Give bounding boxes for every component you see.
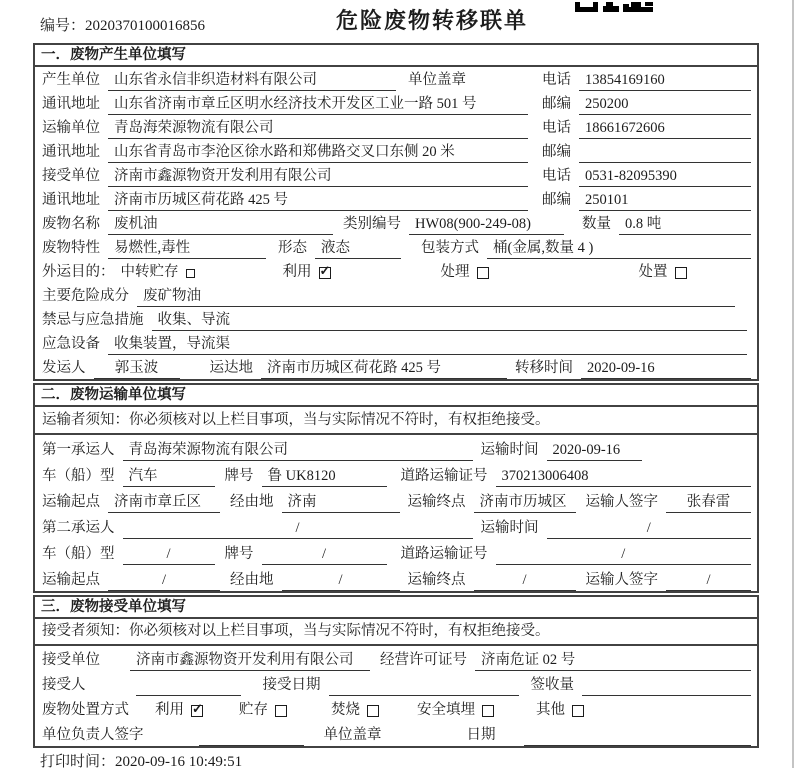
character-value: 易燃性,毒性 bbox=[108, 238, 266, 259]
disposal-checkbox-landfill bbox=[482, 705, 494, 717]
carrier-sign-value: 张春雷 bbox=[666, 492, 751, 513]
disposal-option-label: 贮存 bbox=[239, 702, 268, 718]
address-label: 通讯地址 bbox=[42, 144, 100, 160]
shipper-label: 发运人 bbox=[42, 360, 86, 376]
form-label: 形态 bbox=[278, 240, 307, 256]
disposal-option-label: 利用 bbox=[155, 702, 184, 718]
chief-sign-value bbox=[199, 725, 304, 746]
receiver-value: 济南市鑫源物资开发利用有限公司 bbox=[108, 166, 528, 187]
date-value bbox=[524, 725, 752, 746]
first-carrier-value: 青岛海荣源物流有限公司 bbox=[123, 440, 473, 461]
purpose-option-label: 中转贮存 bbox=[120, 264, 179, 280]
receiver-notice: 接受者须知：你必须核对以上栏目事项，当与实际情况不符时，有权拒绝接受。 bbox=[35, 619, 757, 646]
doc-title: 危险废物转移联单 bbox=[336, 8, 529, 33]
transporter-address-value: 山东省青岛市李沧区徐水路和郑佛路交叉口东侧 20 米 bbox=[108, 142, 528, 163]
purpose-checkbox-dispose bbox=[675, 267, 687, 279]
accept-unit-label: 接受单位 bbox=[42, 652, 100, 668]
plate-value: 鲁 UK8120 bbox=[262, 466, 387, 487]
via2-value: / bbox=[282, 570, 400, 591]
category-value: HW08(900-249-08) bbox=[409, 214, 564, 235]
transfer-time-label: 转移时间 bbox=[515, 360, 573, 376]
disposal-option-label: 焚烧 bbox=[331, 702, 360, 718]
transport-time-label: 运输时间 bbox=[480, 520, 539, 536]
accept-date-label: 接受日期 bbox=[262, 677, 321, 693]
seal-label: 单位盖章 bbox=[323, 727, 382, 743]
recipient-value bbox=[136, 675, 241, 696]
row-producer-unit bbox=[35, 67, 757, 91]
permit2-value: / bbox=[496, 544, 752, 565]
transfer-time-value: 2020-09-16 bbox=[581, 358, 751, 379]
purpose-checkbox-storage bbox=[186, 269, 195, 278]
transporter-label: 运输单位 bbox=[42, 120, 100, 136]
quantity-label: 数量 bbox=[582, 216, 611, 232]
section-producer bbox=[33, 43, 759, 381]
via-label: 经由地 bbox=[230, 572, 274, 588]
license-value: 济南危证 02 号 bbox=[475, 650, 751, 671]
row-shipper bbox=[35, 355, 757, 379]
producer-zip-value: 250200 bbox=[579, 94, 751, 115]
zip-label: 邮编 bbox=[542, 144, 571, 160]
row-transport-unit bbox=[35, 115, 757, 139]
section1-title: 一．废物产生单位填写 bbox=[35, 45, 757, 67]
row-purpose bbox=[35, 259, 757, 283]
plate-label: 牌号 bbox=[224, 546, 254, 562]
section-receiver bbox=[33, 595, 759, 748]
received-qty-label: 签收量 bbox=[530, 677, 574, 693]
receiver-label: 接受单位 bbox=[42, 168, 100, 184]
row-accept-unit bbox=[35, 646, 757, 671]
phone-label: 电话 bbox=[542, 72, 571, 88]
row-route-1 bbox=[35, 487, 757, 513]
purpose-option-label: 处置 bbox=[638, 264, 668, 280]
row-route-2 bbox=[35, 565, 757, 591]
disposal-checkbox-other bbox=[572, 705, 584, 717]
row-producer-address bbox=[35, 91, 757, 115]
qr-code-fragment bbox=[575, 0, 653, 17]
date-label: 日期 bbox=[466, 727, 496, 743]
second-carrier-value: / bbox=[123, 518, 473, 539]
form-value: 液态 bbox=[315, 238, 401, 259]
zip-label: 邮编 bbox=[542, 192, 571, 208]
transporter-value: 青岛海荣源物流有限公司 bbox=[108, 118, 528, 139]
carrier-sign2-value: / bbox=[666, 570, 751, 591]
quantity-value: 0.8 吨 bbox=[619, 214, 751, 235]
row-emergency-equipment bbox=[35, 331, 757, 355]
chief-sign-label: 单位负责人签字 bbox=[42, 727, 144, 743]
disposal-label: 废物处置方式 bbox=[42, 702, 129, 718]
row-first-carrier bbox=[35, 435, 757, 461]
permit-label: 道路运输证号 bbox=[400, 546, 488, 562]
carrier-sign-label: 运输人签字 bbox=[585, 494, 658, 510]
disposal-option-label: 安全填埋 bbox=[417, 702, 475, 718]
terminus-label: 运输终点 bbox=[407, 572, 466, 588]
transport-time2-value: / bbox=[547, 518, 752, 539]
section-transporter bbox=[33, 383, 759, 593]
origin-value: 济南市章丘区 bbox=[108, 492, 220, 513]
print-time-line bbox=[40, 750, 242, 768]
origin-label: 运输起点 bbox=[42, 572, 100, 588]
transport-time-value: 2020-09-16 bbox=[547, 440, 642, 461]
row-waste-name bbox=[35, 211, 757, 235]
received-qty-value bbox=[582, 675, 751, 696]
category-label: 类别编号 bbox=[343, 216, 401, 232]
waste-name-value: 废机油 bbox=[108, 214, 333, 235]
disposal-option-label: 其他 bbox=[536, 702, 565, 718]
row-receiver-unit bbox=[35, 163, 757, 187]
packing-value: 桶(金属,数量 4 ) bbox=[487, 238, 751, 259]
second-carrier-label: 第二承运人 bbox=[42, 520, 115, 536]
transporter-notice: 运输者须知：你必须核对以上栏目事项，当与实际情况不符时，有权拒绝接受。 bbox=[35, 407, 757, 435]
receiver-phone-value: 0531-82095390 bbox=[579, 166, 751, 187]
destination-label: 运达地 bbox=[209, 360, 253, 376]
vehicle-type-label: 车（船）型 bbox=[42, 468, 115, 484]
purpose-checkbox-treat bbox=[477, 267, 489, 279]
accept-unit-value: 济南市鑫源物资开发利用有限公司 bbox=[130, 650, 370, 671]
vehicle-type-value: 汽车 bbox=[123, 466, 215, 487]
via-label: 经由地 bbox=[230, 494, 274, 510]
print-time-label: 打印时间： bbox=[40, 754, 116, 768]
transport-time-label: 运输时间 bbox=[480, 442, 539, 458]
producer-address-value: 山东省济南市章丘区明水经济技术开发区工业一路 501 号 bbox=[108, 94, 528, 115]
phone-label: 电话 bbox=[542, 168, 571, 184]
doc-number-value: 2020370100016856 bbox=[85, 18, 206, 34]
terminus-value: 济南市历城区 bbox=[474, 492, 576, 513]
row-chief-signature bbox=[35, 721, 757, 746]
accept-date-value bbox=[329, 675, 519, 696]
section3-title: 三．废物接受单位填写 bbox=[35, 597, 757, 619]
plate-label: 牌号 bbox=[224, 468, 254, 484]
row-taboo bbox=[35, 307, 757, 331]
row-vehicle-1 bbox=[35, 461, 757, 487]
purpose-option-label: 利用 bbox=[282, 264, 312, 280]
packing-label: 包装方式 bbox=[421, 240, 479, 256]
phone-label: 电话 bbox=[542, 120, 571, 136]
row-recipient bbox=[35, 671, 757, 696]
row-hazard bbox=[35, 283, 757, 307]
equipment-value: 收集装置，导流渠 bbox=[108, 334, 747, 355]
purpose-option-label: 处理 bbox=[440, 264, 470, 280]
first-carrier-label: 第一承运人 bbox=[42, 442, 115, 458]
transporter-phone-value: 18661672606 bbox=[579, 118, 751, 139]
row-vehicle-2 bbox=[35, 539, 757, 565]
destination-value: 济南市历城区荷花路 425 号 bbox=[261, 358, 507, 379]
producer-phone-value: 13854169160 bbox=[579, 70, 751, 91]
vehicle-type-label: 车（船）型 bbox=[42, 546, 115, 562]
producer-value: 山东省永信非织造材料有限公司 bbox=[108, 70, 396, 91]
row-second-carrier bbox=[35, 513, 757, 539]
receiver-address-value: 济南市历城区荷花路 425 号 bbox=[108, 190, 528, 211]
taboo-value: 收集、导流 bbox=[152, 310, 748, 331]
shipper-value: 郭玉波 bbox=[94, 358, 180, 379]
via-value: 济南 bbox=[282, 492, 400, 513]
doc-number-label: 编号： bbox=[40, 18, 86, 34]
address-label: 通讯地址 bbox=[42, 192, 100, 208]
carrier-sign-label: 运输人签字 bbox=[585, 572, 658, 588]
license-label: 经营许可证号 bbox=[380, 652, 467, 668]
permit-label: 道路运输证号 bbox=[400, 468, 488, 484]
vehicle-type2-value: / bbox=[123, 544, 215, 565]
purpose-checkbox-utilize bbox=[319, 267, 331, 279]
seal-label: 单位盖章 bbox=[408, 72, 466, 88]
hazard-label: 主要危险成分 bbox=[42, 288, 129, 304]
transporter-zip-value bbox=[579, 142, 751, 163]
doc-number-line bbox=[40, 14, 205, 35]
character-label: 废物特性 bbox=[42, 240, 100, 256]
disposal-checkbox-storage bbox=[275, 705, 287, 717]
recipient-label: 接受人 bbox=[42, 677, 86, 693]
page-edge-line bbox=[792, 0, 794, 768]
row-receiver-address bbox=[35, 187, 757, 211]
disposal-checkbox-incinerate bbox=[367, 705, 379, 717]
producer-label: 产生单位 bbox=[42, 72, 100, 88]
address-label: 通讯地址 bbox=[42, 96, 100, 112]
origin-label: 运输起点 bbox=[42, 494, 100, 510]
row-transporter-address bbox=[35, 139, 757, 163]
print-time-value: 2020-09-16 10:49:51 bbox=[115, 754, 243, 768]
hazard-value: 废矿物油 bbox=[137, 286, 735, 307]
equipment-label: 应急设备 bbox=[42, 336, 100, 352]
section2-title: 二．废物运输单位填写 bbox=[35, 385, 757, 407]
row-waste-character bbox=[35, 235, 757, 259]
terminus-label: 运输终点 bbox=[407, 494, 466, 510]
plate2-value: / bbox=[262, 544, 387, 565]
zip-label: 邮编 bbox=[542, 96, 571, 112]
origin2-value: / bbox=[108, 570, 220, 591]
taboo-label: 禁忌与应急措施 bbox=[42, 312, 144, 328]
disposal-checkbox-utilize bbox=[191, 705, 203, 717]
purpose-label: 外运目的： bbox=[42, 264, 115, 280]
terminus2-value: / bbox=[474, 570, 576, 591]
waste-name-label: 废物名称 bbox=[42, 216, 100, 232]
receiver-zip-value: 250101 bbox=[579, 190, 751, 211]
row-disposal-method bbox=[35, 696, 757, 721]
permit-value: 370213006408 bbox=[496, 466, 752, 487]
